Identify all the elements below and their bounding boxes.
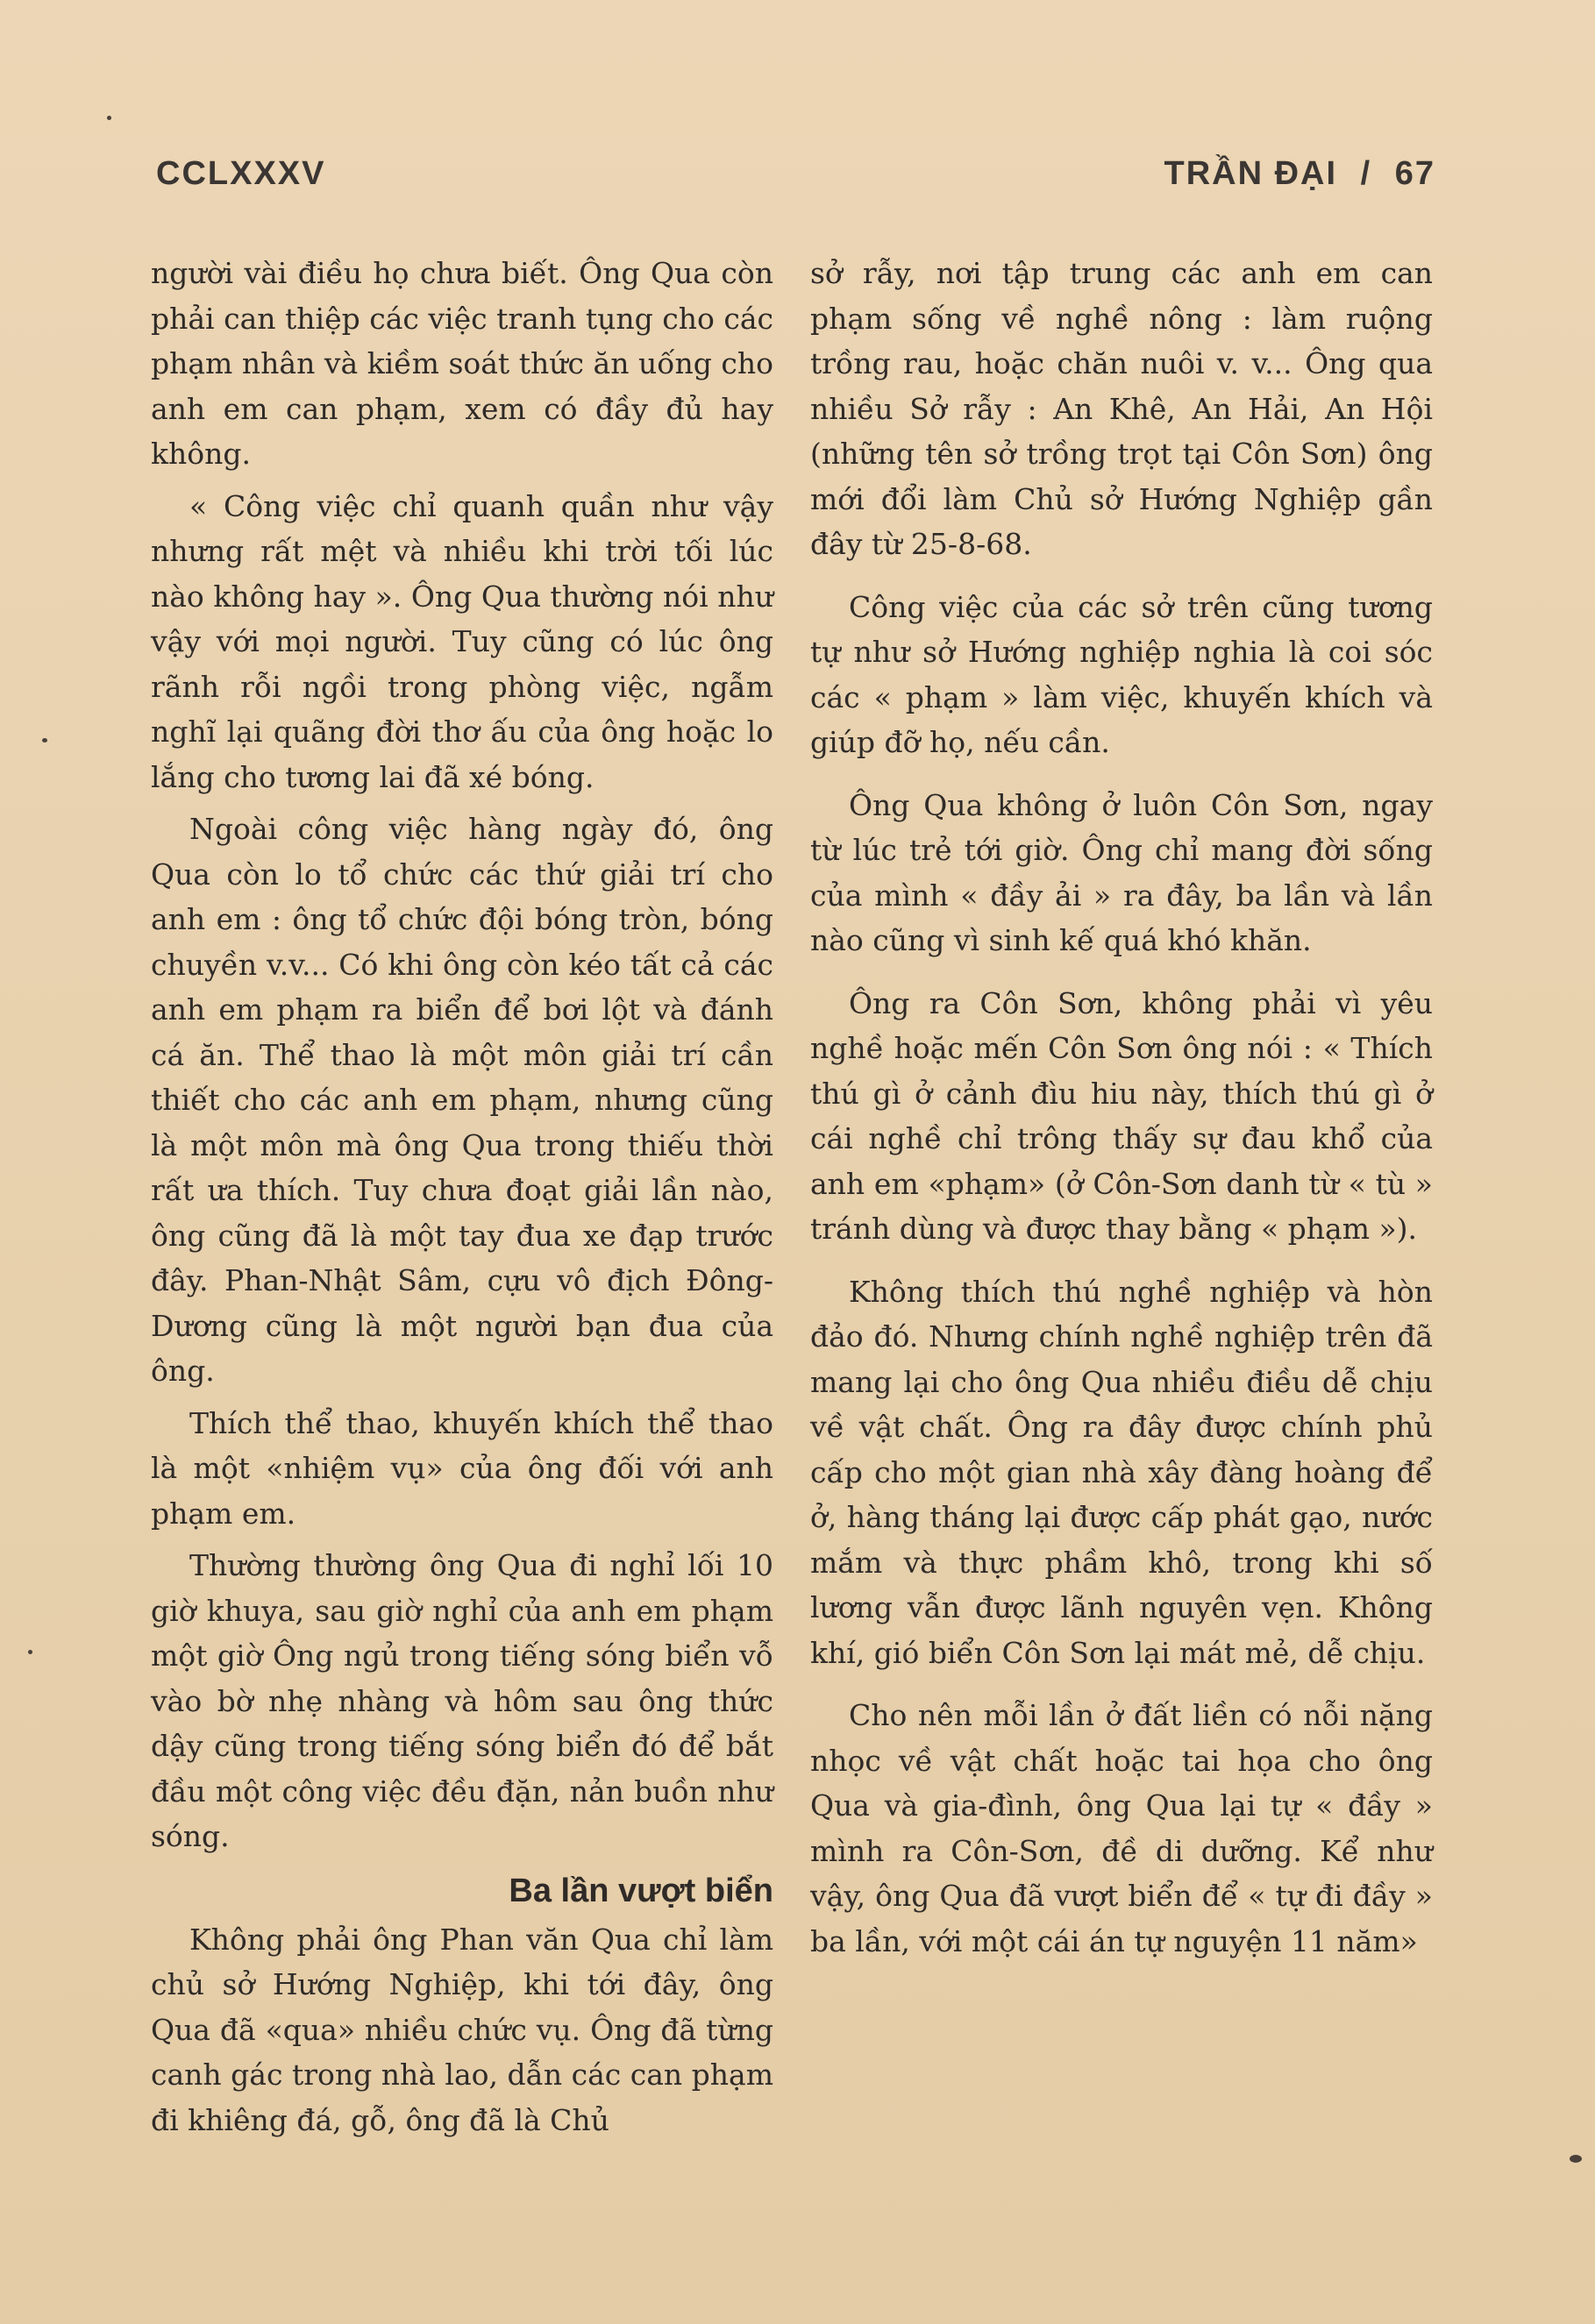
paragraph: Thích thể thao, khuyến khích thể thao là một «nhiệm vụ» của ông đối với anh phạm em. xyxy=(151,1405,773,1531)
running-title xyxy=(1151,155,1435,193)
paragraph: Ngoài công việc hàng ngày đó, ông Qua còn lo tổ chức các thứ giải trí cho anh em : ông tổ chức đội bóng tròn, bóng chuyền v.v... Có khi ông còn kéo tất cả các anh em phạm ra biển để bơi lột và đánh cá ăn. Thể thao là một môn giải trí cần thiết cho các anh em phạm, nhưng cũng là một môn mà ông Qua trong thiếu thời rất ưa thích. Tuy chưa đoạt giải lần nào, ông cũng đã là một tay đua xe đạp trước đây. Phan-Nhật Sâm, cựu vô địch Đông-Dương cũng là một người bạn đua của ông. xyxy=(151,812,773,1388)
paragraph: Công việc của các sở trên cũng tương tự như sở Hướng nghiệp nghia là coi sóc các « phạm » làm việc, khuyến khích và giúp đỡ họ, nếu cần. xyxy=(810,589,1433,759)
page-header xyxy=(156,149,1435,198)
ink-speck xyxy=(42,738,47,743)
section-heading: Ba lần vượt biển xyxy=(509,1872,773,1909)
ink-speck xyxy=(28,1650,32,1654)
page-number: 67 xyxy=(1394,154,1435,192)
running-title-text: TRẦN ĐẠI xyxy=(1164,154,1338,192)
paragraph: Cho nên mỗi lần ở đất liền có nỗi nặng nhọc về vật chất hoặc tai họa cho ông Qua và gia-đình, ông Qua lại tự « đầy » mình ra Côn-Sơn, đề di dưỡng. Kể như vậy, ông Qua đã vượt biển để « tự đi đầy » ba lần, với một cái án tự nguyện 11 năm» xyxy=(810,1698,1433,1958)
paragraph: người vài điều họ chưa biết. Ông Qua còn phải can thiệp các việc tranh tụng cho các phạm nhân và kiềm soát thức ăn uống cho anh em can phạm, xem có đầy đủ hay không. xyxy=(151,256,773,471)
paragraph: Ông Qua không ở luôn Côn Sơn, ngay từ lúc trẻ tới giờ. Ông chỉ mang đời sống của mình « đầy ải » ra đây, ba lần và lần nào cũng vì sinh kế quá khó khăn. xyxy=(810,787,1433,957)
paragraph: Thường thường ông Qua đi nghỉ lối 10 giờ khuya, sau giờ nghỉ của anh em phạm một giờ Ông ngủ trong tiếng sóng biển vỗ vào bờ nhẹ nhàng và hôm sau ông thức dậy cũng trong tiếng sóng biển đó để bắt đầu một công việc đều đặn, nản buồn như sóng. xyxy=(151,1548,773,1853)
ink-speck xyxy=(107,116,111,120)
title-separator: / xyxy=(1360,154,1372,192)
paragraph: Ông ra Côn Sơn, không phải vì yêu nghề hoặc mến Côn Sơn ông nói : « Thích thú gì ở cảnh đìu hiu này, thích thú gì ở cái nghề chỉ trông thấy sự đau khổ của anh em «phạm» (ở Côn-Sơn danh từ « tù » tránh dùng và được thay bằng « phạm »). xyxy=(810,985,1433,1246)
paragraph: Không thích thú nghề nghiệp và hòn đảo đó. Nhưng chính nghề nghiệp trên đã mang lại cho ông Qua nhiều điều dễ chịu về vật chất. Ông ra đây được chính phủ cấp cho một gian nhà xây đàng hoàng để ở, hàng tháng lại được cấp phát gạo, nước mắm và thực phầm khô, trong khi số lương vẫn được lãnh nguyên vẹn. Không khí, gió biển Côn Sơn lại mát mẻ, dễ chịu. xyxy=(810,1274,1433,1670)
ink-speck xyxy=(1570,2155,1582,2163)
paragraph: sở rẫy, nơi tập trung các anh em can phạm sống về nghề nông : làm ruộng trồng rau, hoặc chăn nuôi v. v... Ông qua nhiều Sở rẫy : An Khê, An Hải, An Hội (những tên sở trồng trọt tại Côn Sơn) ông mới đổi làm Chủ sở Hướng Nghiệp gần đây từ 25-8-68. xyxy=(810,256,1433,561)
right-column xyxy=(810,251,1433,1971)
left-column xyxy=(151,251,773,2150)
paragraph: Không phải ông Phan văn Qua chỉ làm chủ sở Hướng Nghiệp, khi tới đây, ông Qua đã «qua» nhiều chức vụ. Ông đã từng canh gác trong nhà lao, dẫn các can phạm đi khiêng đá, gỗ, ông đã là Chủ xyxy=(151,1922,773,2137)
paragraph: « Công việc chỉ quanh quần như vậy nhưng rất mệt và nhiều khi trời tối lúc nào không hay ». Ông Qua thường nói như vậy với mọi người. Tuy cũng có lúc ông rãnh rỗi ngồi trong phòng việc, ngẫm nghĩ lại quãng đời thơ ấu của ông hoặc lo lắng cho tương lai đã xé bóng. xyxy=(151,488,773,794)
chapter-numeral: CCLXXXV xyxy=(156,154,326,192)
